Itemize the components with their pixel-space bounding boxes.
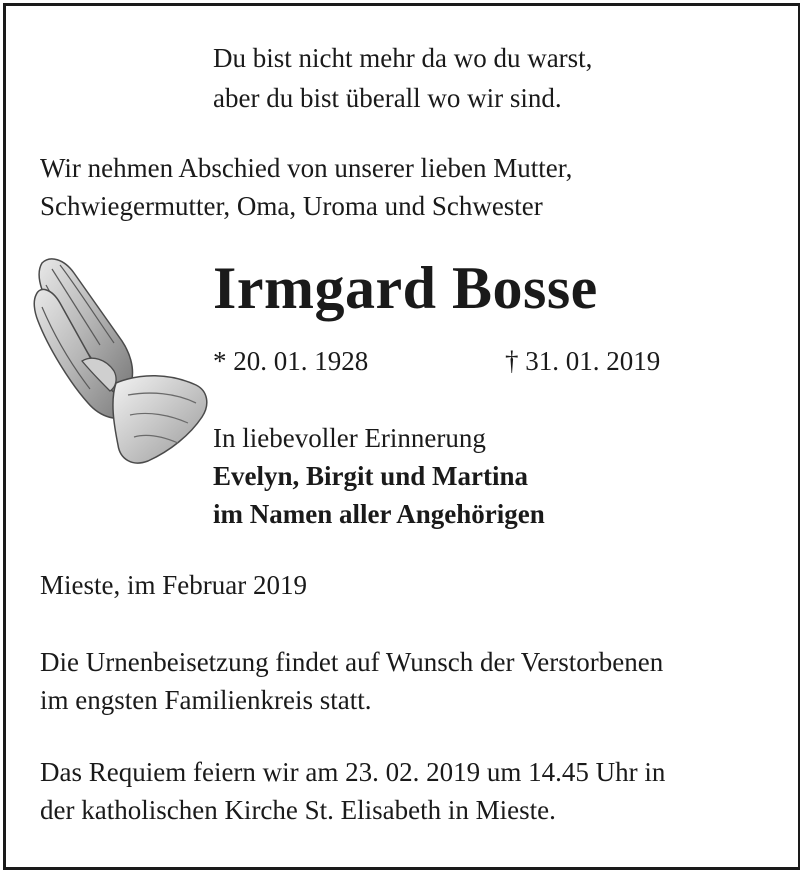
place-date: Mieste, im Februar 2019 xyxy=(40,570,307,600)
intro-line-2: Schwiegermutter, Oma, Uroma und Schwester xyxy=(40,191,543,221)
intro-line-1: Wir nehmen Abschied von unserer lieben Mutter, xyxy=(40,153,573,183)
praying-hands-icon xyxy=(30,255,210,470)
requiem-line-1: Das Requiem feiern wir am 23. 02. 2019 um 14.45 Uhr in xyxy=(40,757,666,787)
deceased-name: Irmgard Bosse xyxy=(213,255,598,321)
birth-date: * 20. 01. 1928 xyxy=(213,346,369,376)
poem-line-1: Du bist nicht mehr da wo du warst, xyxy=(213,43,593,73)
requiem-line-2: der katholischen Kirche St. Elisabeth in Mieste. xyxy=(40,795,556,825)
mourners-names: Evelyn, Birgit und Martina xyxy=(213,461,529,491)
mourners-family: im Namen aller Angehörigen xyxy=(213,499,545,529)
death-date: † 31. 01. 2019 xyxy=(505,346,661,376)
burial-line-1: Die Urnenbeisetzung findet auf Wunsch der Verstorbenen xyxy=(40,647,664,677)
mourners-intro: In liebevoller Erinnerung xyxy=(213,423,486,453)
poem-line-2: aber du bist überall wo wir sind. xyxy=(213,83,562,113)
burial-line-2: im engsten Familienkreis statt. xyxy=(40,685,372,715)
